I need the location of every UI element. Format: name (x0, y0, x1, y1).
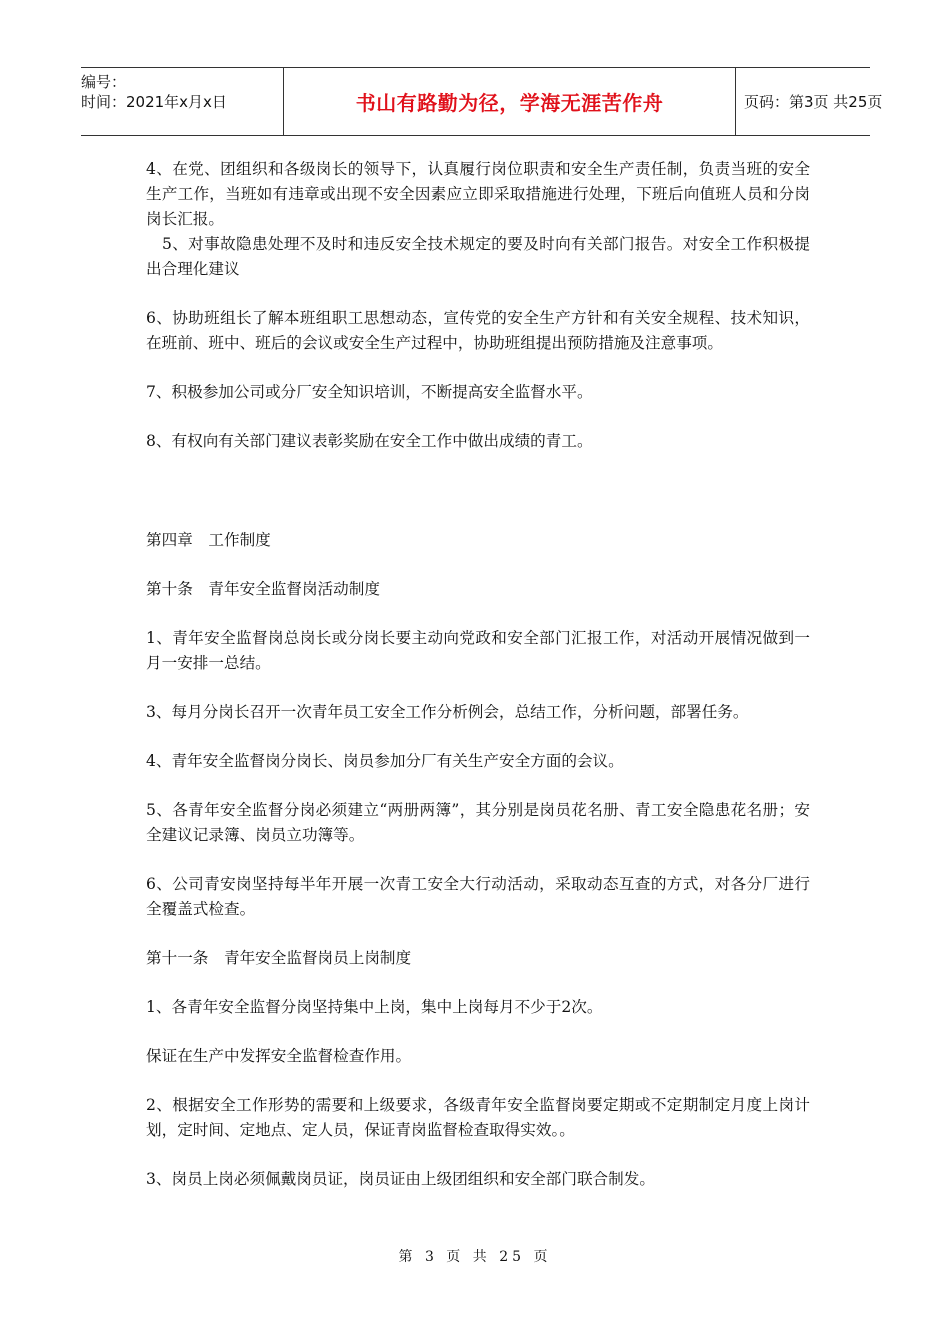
header-page-info: 页码：第3页 共25页 (744, 93, 883, 111)
doc-date-label: 时间：2021年x月x日 (81, 93, 227, 111)
article-heading: 第十一条 青年安全监督岗员上岗制度 (146, 949, 412, 967)
chapter-heading: 第四章 工作制度 (146, 531, 271, 549)
paragraph: 保证在生产中发挥安全监督检查作用。 (146, 1047, 412, 1065)
paragraph: 3、岗员上岗必须佩戴岗员证，岗员证由上级团组织和安全部门联合制发。 (146, 1170, 655, 1188)
paragraph: 8、有权向有关部门建议表彰奖励在安全工作中做出成绩的青工。 (146, 432, 593, 450)
document-body (146, 157, 810, 1192)
header-motto: 书山有路勤为径，学海无涯苦作舟 (283, 68, 736, 135)
page-footer: 第 3 页 共 25 页 (398, 1249, 552, 1265)
paragraph: 4、青年安全监督岗分岗长、岗员参加分厂有关生产安全方面的会议。 (146, 752, 624, 770)
paragraph: 3、每月分岗长召开一次青年员工安全工作分析例会，总结工作，分析问题，部署任务。 (146, 703, 749, 721)
paragraph: 5、各青年安全监督分岗必须建立“两册两簿”，其分别是岗员花名册、青工安全隐患花名册；安全建议记录簿、岗员立功簿等。 (146, 801, 810, 844)
page-header (81, 67, 883, 136)
paragraph: 4、在党、团组织和各级岗长的领导下，认真履行岗位职责和安全生产责任制，负责当班的安全生产工作，当班如有违章或出现不安全因素应立即采取措施进行处理，下班后向值班人员和分岗岗长汇报。 (146, 160, 810, 228)
article-heading: 第十条 青年安全监督岗活动制度 (146, 580, 380, 598)
paragraph: 5、对事故隐患处理不及时和违反安全技术规定的要及时向有关部门报告。对安全工作积极提出合理化建议 (146, 235, 810, 278)
paragraph: 2、根据安全工作形势的需要和上级要求，各级青年安全监督岗要定期或不定期制定月度上岗计划，定时间、定地点、定人员，保证青岗监督检查取得实效。。 (146, 1096, 810, 1139)
paragraph: 7、积极参加公司或分厂安全知识培训，不断提高安全监督水平。 (146, 383, 593, 401)
paragraph: 6、公司青安岗坚持每半年开展一次青工安全大行动活动，采取动态互查的方式，对各分厂进行全覆盖式检查。 (146, 875, 810, 918)
paragraph: 1、青年安全监督岗总岗长或分岗长要主动向党政和安全部门汇报工作，对活动开展情况做到一月一安排一总结。 (146, 629, 810, 672)
header-meta (81, 68, 283, 135)
paragraph: 6、协助班组长了解本班组职工思想动态，宣传党的安全生产方针和有关安全规程、技术知识，在班前、班中、班后的会议或安全生产过程中，协助班组提出预防措施及注意事项。 (146, 309, 810, 352)
paragraph: 1、各青年安全监督分岗坚持集中上岗，集中上岗每月不少于2次。 (146, 998, 603, 1016)
doc-number-label: 编号： (81, 73, 127, 91)
